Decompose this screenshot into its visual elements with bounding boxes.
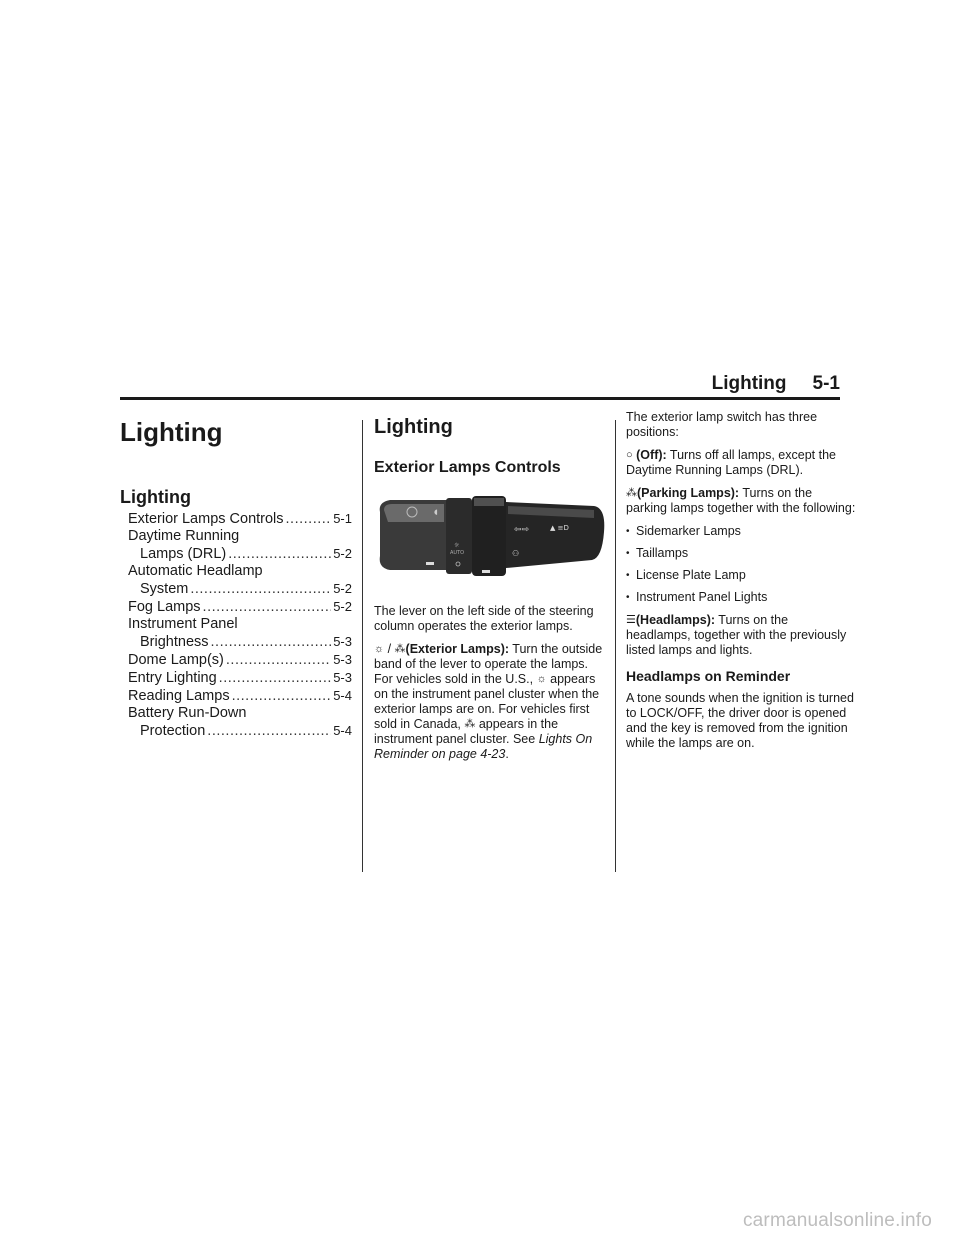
exterior-text-end: . [505,747,509,761]
toc-entry[interactable] [128,651,352,669]
toc-entry[interactable] [128,510,352,528]
exterior-text-2: appears on the instrument panel cluster when the exterior lamps are on. For vehicles first sold in Canada, [374,672,600,731]
toc-leader-dots [211,634,332,651]
exterior-lamps-term: (Exterior Lamps): [405,642,510,656]
toc-page-number: 5-4 [333,688,352,703]
off-text: Turns off all lamps, except the Daytime Running Lamps (DRL). [626,448,836,477]
toc-entry-title: Battery Run-Down [128,705,247,721]
toc-entry-title: Automatic Headlamp [128,563,263,579]
lever-photo [374,492,606,590]
exterior-text-3: appears in the instrument panel cluster. See [374,717,559,746]
main-column [374,410,606,770]
svg-text:☼: ☼ [454,542,460,549]
toc-column [120,410,352,740]
off-term: (Off): [636,448,667,462]
toc-leader-dots [190,581,331,598]
parking-lamps-icon: ⁂ [626,487,637,499]
off-icon: ○ [626,449,633,461]
svg-text:AUTO: AUTO [450,550,465,556]
toc-page-number: 5-4 [333,723,352,738]
toc-entry-title: Entry Lighting [128,670,217,686]
toc-page-number: 5-2 [333,599,352,614]
right-column [626,410,856,759]
toc-list [120,510,352,740]
headlamps-icon: ☰ [626,614,636,626]
parking-text: Turns on the parking lamps together with the following: [626,486,856,515]
column-divider [362,420,363,872]
parking-lamps-icon: ⁂ [394,643,406,655]
toc-entry-title: System [140,581,189,597]
reminder-paragraph: A tone sounds when the ignition is turned to LOCK/OFF, the driver door is opened and the key is removed from the ignition while the lamps are on. [626,691,854,750]
icon-separator: / [387,642,392,656]
header-page-number: 5-1 [812,373,840,394]
toc-entry[interactable] [128,563,352,598]
exterior-lamps-icon: ☼ [536,673,547,685]
header-section: Lighting [711,373,787,394]
parking-paragraph [626,486,856,516]
list-item: • Sidemarker Lamps [626,524,856,539]
toc-page-number: 5-3 [333,634,352,649]
parking-lamps-icon: ⁂ [464,718,476,730]
headlamps-text: Turns on the headlamps, together with the previously listed lamps and lights. [626,613,847,657]
parking-term: (Parking Lamps): [637,486,740,500]
toc-entry-title: Instrument Panel [128,616,238,632]
toc-leader-dots [232,688,332,705]
toc-entry[interactable] [128,616,352,651]
toc-page-number: 5-2 [333,581,352,596]
svg-text:▲ ≡D: ▲ ≡D [550,524,569,532]
toc-entry-title: Daytime Running [128,528,240,544]
column-divider [615,420,616,872]
toc-leader-dots [207,723,331,740]
toc-entry-title: Reading Lamps [128,688,230,704]
toc-entry-title: Brightness [140,634,209,650]
headlamps-term: (Headlamps): [635,613,716,627]
reminder-heading: Headlamps on Reminder [626,668,791,684]
toc-heading: Lighting [120,487,191,507]
toc-entry[interactable] [128,669,352,687]
list-item: • Taillamps [626,546,856,561]
toc-page-number: 5-3 [333,670,352,685]
svg-text:⚇: ⚇ [512,549,520,558]
exterior-text-1: Turn the outside band of the lever to operate the lamps. For vehicles sold in the U.S., [374,642,603,686]
subsection-title: Exterior Lamps Controls [374,459,561,476]
cross-reference-link[interactable]: Lights On Reminder on page 4-23 [374,732,593,761]
parking-lamps-list [626,524,856,605]
headlamps-paragraph [626,613,856,658]
toc-entry[interactable] [128,705,352,740]
watermark: carmanualsonline.info [742,1210,932,1231]
toc-entry-title: Exterior Lamps Controls [128,511,284,527]
section-title: Lighting [374,416,453,438]
toc-page-number: 5-3 [333,652,352,667]
toc-entry-title: Fog Lamps [128,599,201,615]
toc-entry-title: Lamps (DRL) [140,546,227,562]
toc-entry[interactable] [128,528,352,563]
toc-leader-dots [228,546,331,563]
toc-entry-title: Protection [140,723,206,739]
list-item: • Instrument Panel Lights [626,590,856,605]
off-paragraph [626,448,856,478]
toc-entry-title: Dome Lamp(s) [128,652,224,668]
exterior-lamps-paragraph [374,642,606,762]
toc-page-number: 5-2 [333,546,352,561]
toc-entry[interactable] [128,598,352,616]
toc-leader-dots [226,652,331,669]
header-rule [120,397,840,400]
switch-intro: The exterior lamp switch has three positions: [626,410,818,439]
chapter-title: Lighting [120,417,223,447]
toc-page-number: 5-1 [333,511,352,526]
exterior-lamps-icon: ☼ [374,643,385,655]
toc-leader-dots [286,511,332,528]
intro-paragraph: The lever on the left side of the steering column operates the exterior lamps. [374,604,594,633]
toc-leader-dots [203,599,332,616]
list-item: • License Plate Lamp [626,568,856,583]
page-header [120,372,840,396]
svg-text:⇦⇨: ⇦⇨ [514,525,530,535]
svg-text:◖: ◖ [434,508,438,516]
toc-entry[interactable] [128,687,352,705]
toc-leader-dots [219,670,332,687]
